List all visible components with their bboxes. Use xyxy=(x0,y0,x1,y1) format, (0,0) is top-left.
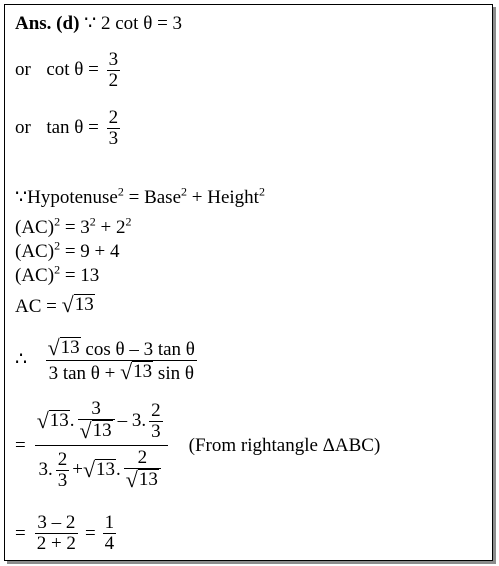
ac-rhs: = 3 xyxy=(64,217,90,238)
inner-fraction xyxy=(149,401,163,442)
answer-label: Ans. (d) xyxy=(15,13,80,34)
radicand: 13 xyxy=(60,337,80,359)
denominator: 2 + 2 xyxy=(36,533,76,554)
radical-sign: √ xyxy=(120,359,133,385)
radical-sign: √ xyxy=(82,457,96,482)
pythagoras-line xyxy=(15,184,265,209)
answer-box xyxy=(4,4,493,561)
numerator: 1 xyxy=(104,512,115,533)
equals-sign: = xyxy=(15,434,26,456)
expr-denominator xyxy=(47,361,196,384)
denominator: 3 xyxy=(57,469,68,491)
denominator: 4 xyxy=(104,533,115,554)
numerator: 3 xyxy=(108,49,119,71)
height-label: + Height xyxy=(191,187,259,208)
numerator: 2 xyxy=(108,107,119,129)
numerator: 2 xyxy=(57,448,68,470)
ac-rhs: = 9 + 4 xyxy=(64,241,120,262)
expr-numerator xyxy=(46,337,197,360)
ac-eq: AC = xyxy=(15,296,57,317)
equals-sign: = xyxy=(15,522,26,544)
or-label: or xyxy=(15,117,31,138)
exponent: 2 xyxy=(125,214,132,229)
radicand: 13 xyxy=(49,410,69,431)
exponent: 2 xyxy=(181,184,188,199)
denominator: 3 xyxy=(108,128,119,150)
exponent: 2 xyxy=(117,184,124,199)
numerator-text: cos θ – 3 tan θ xyxy=(85,339,195,361)
radicand: 13 xyxy=(74,294,94,315)
numerator: 2 xyxy=(151,399,161,421)
or-label: or xyxy=(15,59,31,80)
dot: . xyxy=(69,410,75,431)
radical-sign: √ xyxy=(125,467,138,492)
denominator-text-b: sin θ xyxy=(157,363,194,385)
denominator: 2 xyxy=(108,70,119,92)
because-symbol: ∵ xyxy=(15,187,28,208)
exponent: 2 xyxy=(54,214,61,229)
ac-lhs: (AC) xyxy=(15,265,55,286)
ac-lhs: (AC) xyxy=(15,217,55,238)
radical-sign: √ xyxy=(47,335,60,361)
base-label: = Base xyxy=(128,187,182,208)
sqrt-13 xyxy=(62,294,95,316)
inner-fraction xyxy=(78,399,115,443)
exponent: 2 xyxy=(54,238,61,253)
numerator: 2 xyxy=(137,447,148,468)
ac-rhs: = 13 xyxy=(64,265,100,286)
final-fraction xyxy=(35,513,78,554)
radicand: 13 xyxy=(96,459,116,480)
final-line xyxy=(15,513,119,554)
result-fraction xyxy=(103,513,117,554)
radical-sign: √ xyxy=(61,292,74,317)
radicand: 13 xyxy=(133,361,153,383)
therefore-symbol: ∴ xyxy=(15,349,28,370)
compound-fraction xyxy=(35,399,168,492)
tan-lhs: tan θ = xyxy=(46,117,99,138)
minus-three: – 3. xyxy=(117,410,147,431)
triangle-note: (From rightangle ΔABC) xyxy=(188,434,381,456)
because-symbol: ∵ xyxy=(84,13,97,34)
given-equation: 2 cot θ = 3 xyxy=(101,13,183,34)
radical-sign: √ xyxy=(79,418,92,443)
numerator: 3 – 2 xyxy=(37,512,76,533)
inner-fraction xyxy=(124,448,161,492)
denominator: 3 xyxy=(151,420,161,442)
exponent: 2 xyxy=(89,214,96,229)
compound-step xyxy=(15,399,380,492)
compound-numerator xyxy=(35,399,168,445)
denominator-text-a: 3 tan θ + xyxy=(48,363,116,385)
hypotenuse-label: Hypotenuse xyxy=(27,187,118,208)
ac-tail: + 2 xyxy=(100,217,126,238)
radical-sign: √ xyxy=(36,408,49,433)
three-dot: 3. xyxy=(38,459,53,480)
fraction-2-over-3 xyxy=(107,108,121,149)
numerator: 3 xyxy=(91,398,101,419)
tan-line xyxy=(15,105,123,151)
ac-line-2 xyxy=(15,238,120,263)
plus: + xyxy=(72,459,83,480)
therefore-line xyxy=(15,331,200,389)
answer-header xyxy=(15,13,182,35)
ac-lhs: (AC) xyxy=(15,241,55,262)
ac-sqrt-line xyxy=(15,293,95,321)
exponent: 2 xyxy=(54,262,61,277)
dot: . xyxy=(116,459,121,480)
cot-lhs: cot θ = xyxy=(46,59,99,80)
main-expression-fraction xyxy=(46,337,197,384)
equals-sign-2: = xyxy=(84,522,96,544)
exponent: 2 xyxy=(258,184,265,199)
radicand: 13 xyxy=(138,469,158,490)
cot-line xyxy=(15,47,123,93)
ac-line-3 xyxy=(15,262,100,287)
fraction-3-over-2 xyxy=(107,50,121,91)
compound-denominator xyxy=(36,446,165,492)
inner-fraction xyxy=(56,450,70,491)
ac-line-1 xyxy=(15,214,132,239)
radicand: 13 xyxy=(92,420,112,441)
